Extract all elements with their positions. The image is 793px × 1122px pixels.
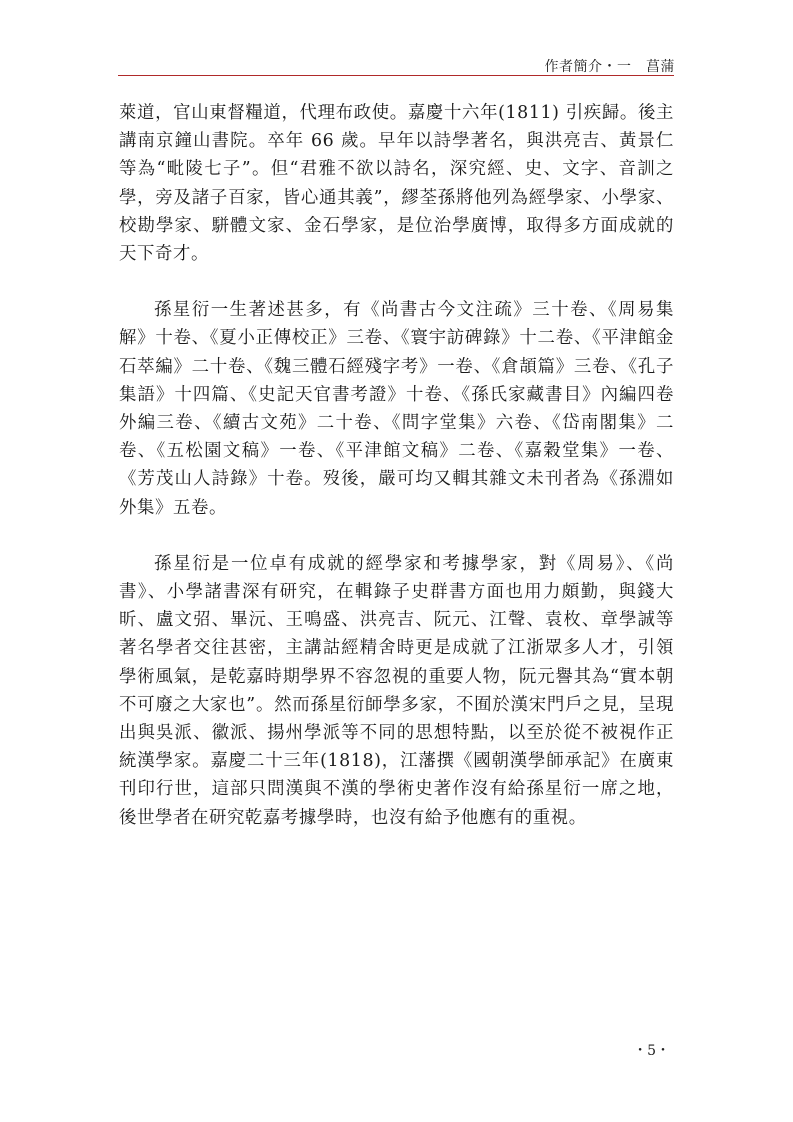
running-header: 作者簡介・一 菖蒲 bbox=[544, 59, 675, 75]
paragraph-continued: 萊道，官山東督糧道，代理布政使。嘉慶十六年(1811) 引疾歸。後主講南京鐘山書院。卒年 66 歲。早年以詩學著名，與洪亮吉、黃景仁等為“毗陵七子”。但“君雅不欲以詩名，深究經、史、文字、音訓之學，旁及諸子百家，皆心通其義”，繆荃孫將他列為經學家、小學家、校勘學家、駢體文家、金石學家，是位治學廣博，取得多方面成就的天下奇才。 bbox=[119, 103, 674, 265]
paragraph-significance: 孫星衍是一位卓有成就的經學家和考據學家，對《周易》、《尚書》、小學諸書深有研究，在輯錄子史群書方面也用力頗勤，與錢大昕、盧文弨、畢沅、王鳴盛、洪亮吉、阮元、江聲、袁枚、章學誠等著名學者交往甚密，主講詁經精舍時更是成就了江浙眾多人才，引領學術風氣，是乾嘉時期學界不容忽視的重要人物，阮元譽其為“實本朝不可廢之大家也”。然而孫星衍師學多家，不囿於漢宋門戶之見，呈現出與吳派、徽派、揚州學派等不同的思想特點，以至於從不被視作正統漢學家。嘉慶二十三年(1818)，江藩撰《國朝漢學師承記》在廣東刊印行世，這部只問漢與不漢的學術史著作沒有給孫星衍一席之地，後世學者在研究乾嘉考據學時，也沒有給予他應有的重視。 bbox=[119, 553, 674, 828]
header-divider bbox=[118, 75, 674, 76]
paragraph-works: 孫星衍一生著述甚多，有《尚書古今文注疏》三十卷、《周易集解》十卷、《夏小正傳校正》三卷、《寰宇訪碑錄》十二卷、《平津館金石萃編》二十卷、《魏三體石經殘字考》一卷、《倉頡篇》三卷、《孔子集語》十四篇、《史記天官書考證》十卷、《孫氏家藏書目》內編四卷外編三卷、《續古文苑》二十卷、《問字堂集》六卷、《岱南閣集》二卷、《五松園文稿》一卷、《平津館文稿》二卷、《嘉穀堂集》一卷、《芳茂山人詩錄》十卷。歿後，嚴可均又輯其雜文未刊者為《孫淵如外集》五卷。 bbox=[119, 300, 674, 518]
page-number: ・5・ bbox=[633, 1043, 670, 1059]
page-body bbox=[119, 99, 674, 832]
